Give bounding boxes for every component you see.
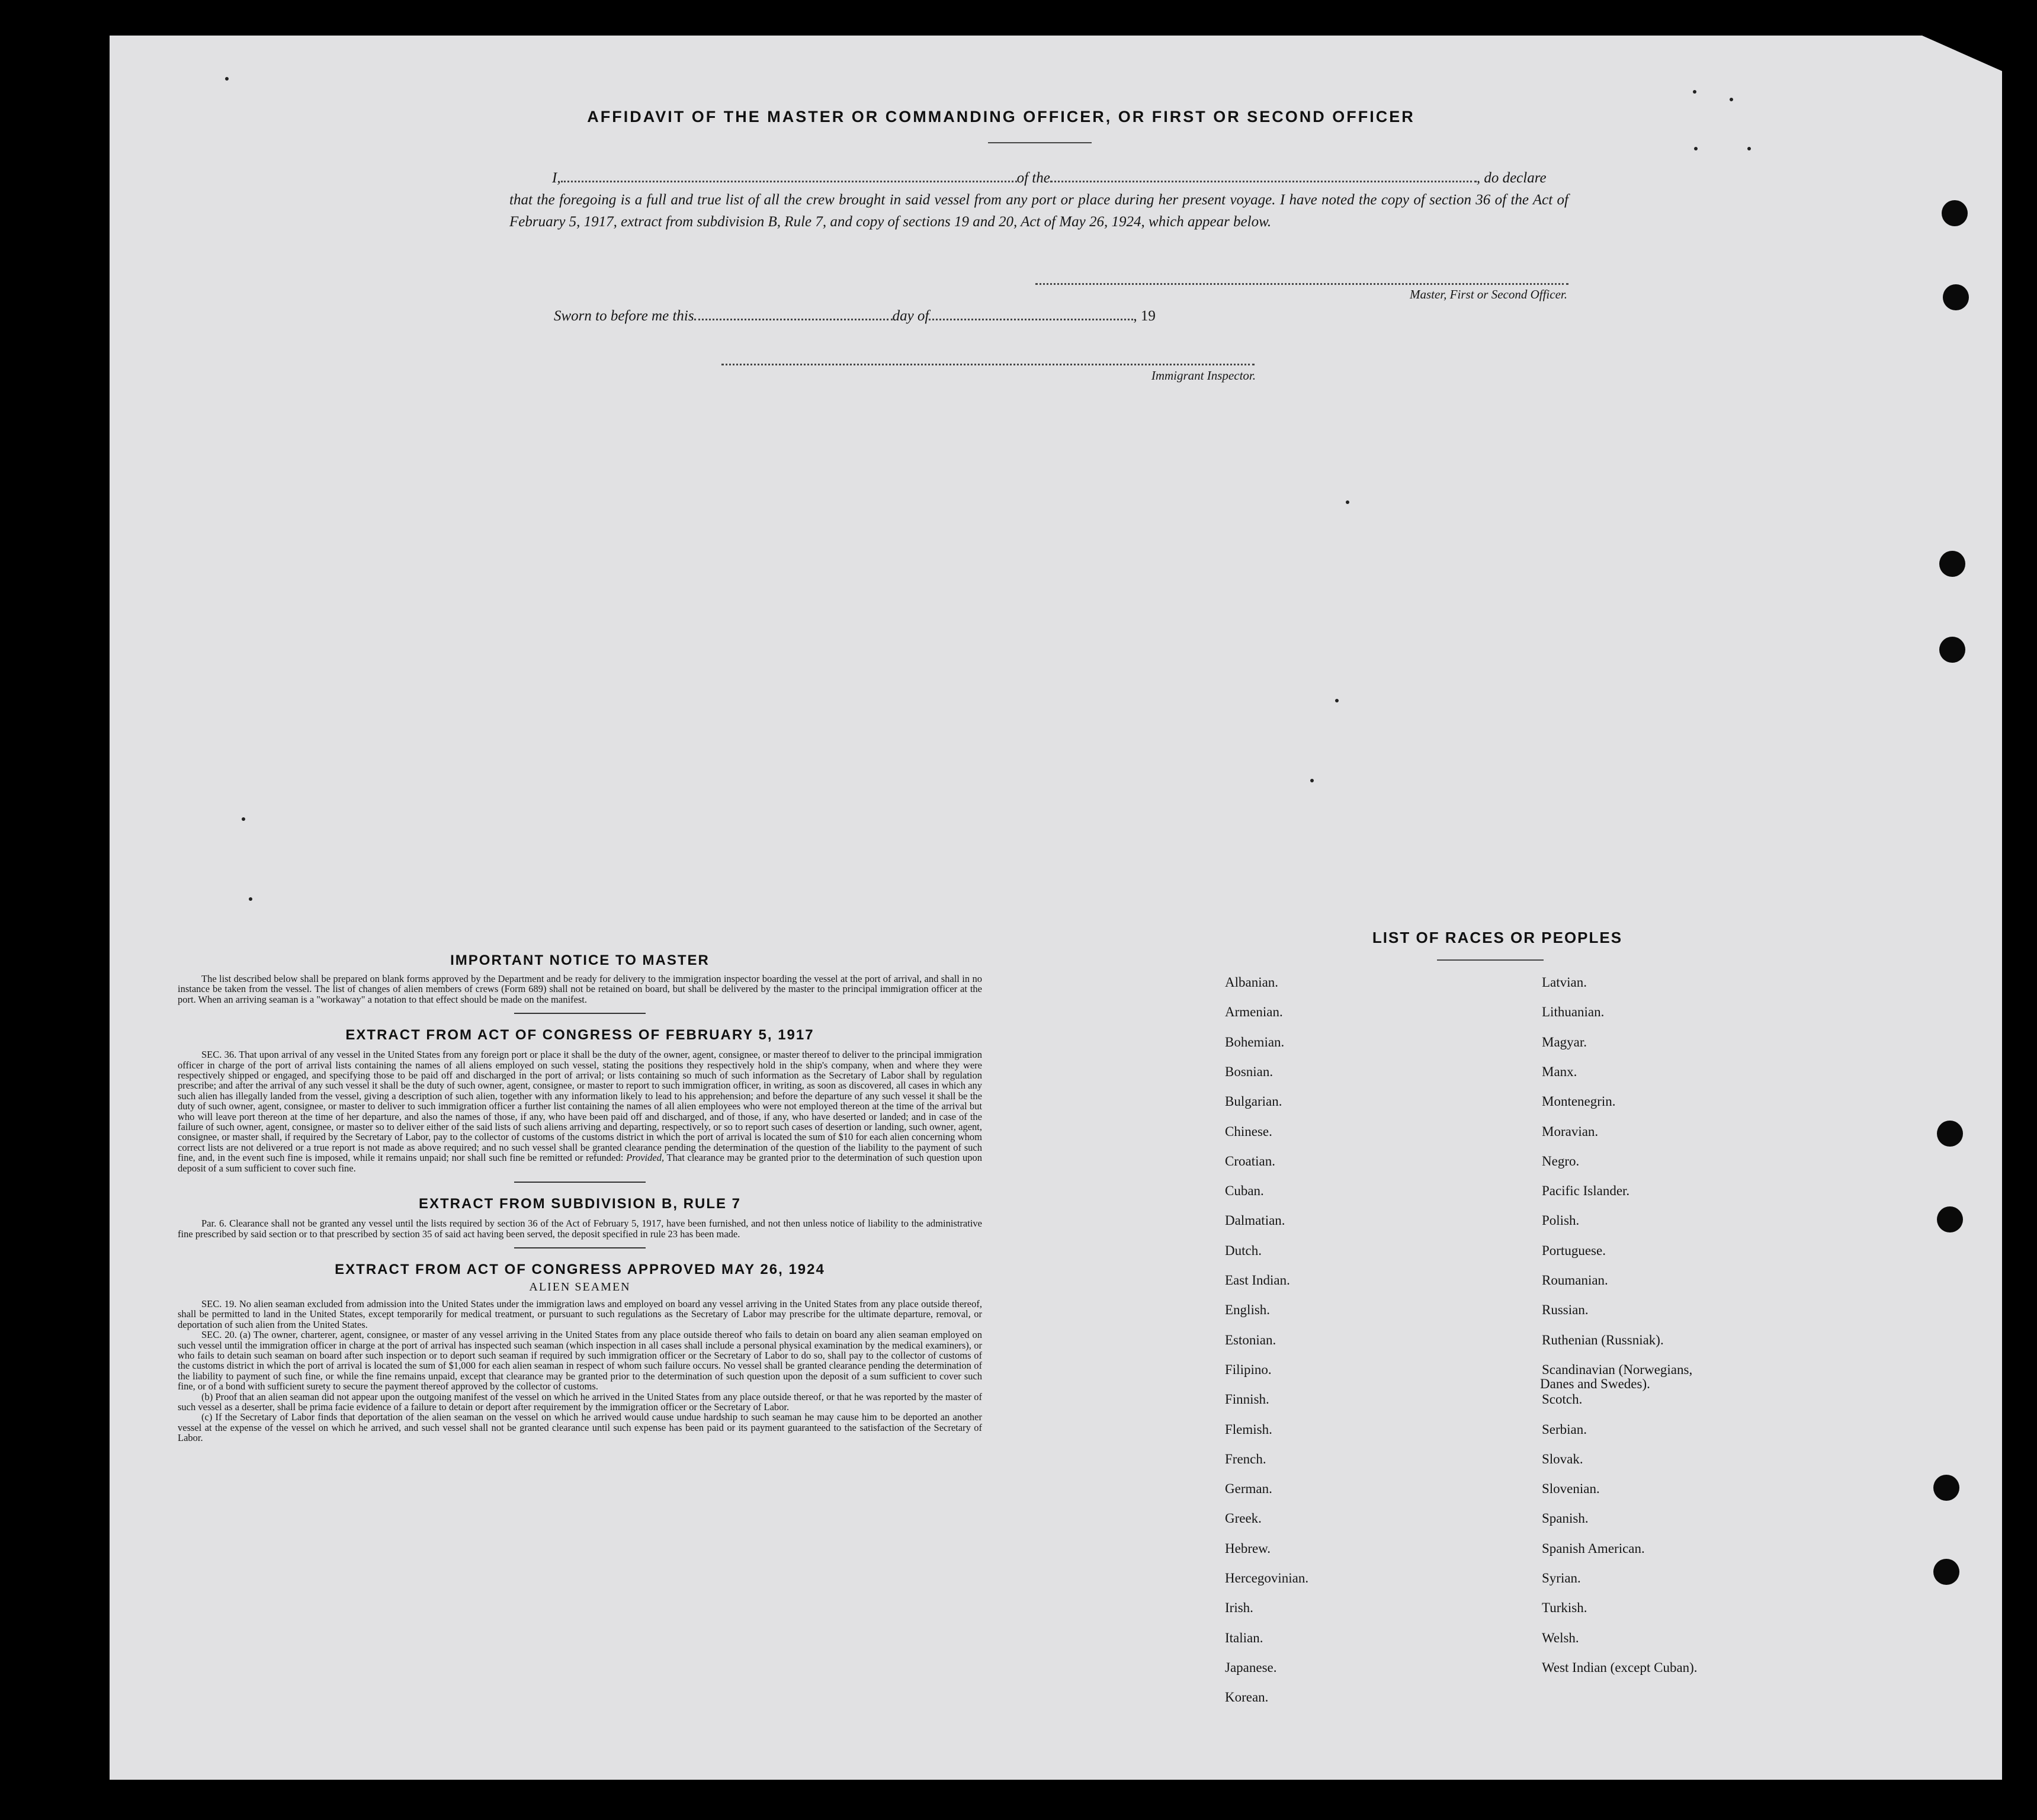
extract-1924-text [178,1299,982,1443]
race-item: Spanish American. [1542,1540,1645,1556]
sec36-end: That clearance may be granted prior to the determination of such question upon deposit of a sum sufficient to cover such fine. [178,1152,983,1174]
race-item: Armenian. [1225,1004,1283,1020]
divider [514,1247,646,1248]
speck [1694,147,1698,150]
races-title: LIST OF RACES OR PEOPLES [1372,929,1623,946]
affidavit-declare: , do declare [1476,170,1547,186]
punch-hole [1939,551,1965,577]
race-item: Manx. [1542,1064,1577,1079]
race-item: Moravian. [1542,1124,1599,1139]
race-item: Spanish. [1542,1511,1589,1526]
notice-title: IMPORTANT NOTICE TO MASTER [450,952,710,968]
race-item: Estonian. [1225,1332,1276,1347]
race-item: Danes and Swedes). [1540,1376,1650,1391]
inspector-signature-line[interactable] [721,364,1255,365]
race-item: Irish. [1225,1600,1253,1616]
sec20a-paragraph [178,1330,982,1391]
extract-1917-text [178,1049,982,1173]
race-item: Cuban. [1225,1183,1264,1199]
speck [1335,699,1339,702]
master-signature-line[interactable] [1035,283,1568,285]
race-item: Scotch. [1542,1392,1583,1407]
race-item: English. [1225,1302,1271,1318]
race-item: Pacific Islander. [1542,1183,1630,1199]
sec36-body: That upon arrival of any vessel in the United States from any foreign port or place it shall be the duty of the owner, agent, consignee, or master thereof to deliver to the principal immigration officer in charge of the port of arrival lists containing the names of all aliens employed on such vessel, stating the positions they respectively hold in the ship's company, when and where they were respectively shipped or engaged, and specifying those to be paid off and discharged in the port of arrival; or lists containing so much of such information as the Secretary of Labor shall by regulation prescribe; and after the arrival of any such vessel it shall be the duty of such owner, agent, consignee, or master to report to such immigration officer, in writing, as soon as discovered, all cases in which any such alien has illegally landed from the vessel, giving a description of such alien, together with any information likely to lead to his apprehension; and before the departure of any such vessel it shall be the duty of such owner, agent, consignee, or master to deliver to such immigration officer a further list containing the names of all alien employees who were not employed thereon at the time of the arrival but who will leave port thereon at the time of her departure, and also the names of those, if any, who have been paid off and discharged, and of those, if any, who have deserted or landed; and in case of the failure of such owner, agent, consignee, or master so to deliver either of the said lists of such aliens arriving and departing, respectively, or so to report such cases of desertion or landing, such owner, agent, consignee, or master shall, if required by the Secretary of Labor, pay to the collector of customs of the customs district in which the port of arrival is located the sum of $10 for each alien concerning whom correct lists are not delivered or a true report is not made as above required; and no such vessel shall be granted clearance pending the determination of the question of the liability to the payment of such fine, and, in the event such fine is imposed, while it remains unpaid; nor shall such fine be remitted or refunded: [178,1049,982,1164]
affidavit-title: AFFIDAVIT OF THE MASTER OR COMMANDING OFFICER, OR FIRST OR SECOND OFFICER [587,108,1415,126]
race-item: Dalmatian. [1225,1213,1285,1228]
notice-text [178,974,982,1004]
race-item: Italian. [1225,1630,1263,1645]
master-label: Master, First or Second Officer. [1410,287,1567,301]
race-item: Slovak. [1542,1451,1583,1466]
punch-hole [1933,1475,1959,1501]
race-item: Portuguese. [1542,1243,1606,1258]
punch-hole [1933,1559,1959,1585]
punch-hole [1939,637,1965,663]
race-item: Serbian. [1542,1421,1587,1437]
race-item: Croatian. [1225,1153,1275,1169]
notice-paragraph: The list described below shall be prepared on blank forms approved by the Department and be ready for delivery to the immigration inspector boarding the vessel at the port of arrival, and shall in no instance be taken from the vessel. The list of changes of alien members of crews (Form 689) shall not be retained on board, but shall be delivered by the master to the principal immigration officer at the port. When an arriving seaman is a "workaway" a notation to that effect should be made on the manifest. [178,973,982,1005]
extract-1924-title: EXTRACT FROM ACT OF CONGRESS APPROVED MAY 26, 1924 [335,1261,825,1277]
rule7-body: Clearance shall not be granted any vessel until the lists required by section 36 of the Act of February 5, 1917, have been furnished, and not then unless notice of liability to the administrative fine prescribed by said section or to that prescribed by section 35 of said act having been served, the deposit specified in rule 23 has been made. [178,1218,982,1240]
race-item: Scandinavian (Norwegians, [1542,1362,1693,1377]
par6-label: Par. 6. [201,1218,227,1230]
sec20c-paragraph: (c) If the Secretary of Labor finds that deportation of the alien seaman on the vessel on which he arrived would cause undue hardship to such seaman he may cause him to be deported an another vessel at the expense of the vessel on which he arrived, and such vessel shall not be granted clearance until such expense has been paid or its payment guaranteed to the satisfaction of the Secretary of Labor. [178,1411,982,1444]
day-of-label: day of [892,308,929,324]
sworn-label: Sworn to before me this [554,308,694,324]
race-item: Korean. [1225,1690,1269,1705]
affidavit-i: I, [552,170,561,186]
rule7-title: EXTRACT FROM SUBDIVISION B, RULE 7 [418,1196,742,1212]
affidavit-body: that the foregoing is a full and true list of all the crew brought in said vessel from any port or place during her present voyage. I have noted the copy of section 36 of the Act of February 5, 1917, extract from subdivision B, Rule 7, and copy of sections 19 and 20, Act of May 26, 1924, which appear below. [509,192,1568,230]
race-item: French. [1225,1451,1266,1466]
race-item: Filipino. [1225,1362,1272,1377]
race-item: Finnish. [1225,1392,1269,1407]
race-item: Bulgarian. [1225,1094,1282,1109]
race-item: Turkish. [1542,1600,1587,1616]
race-item: Greek. [1225,1511,1262,1526]
sworn-month-field[interactable] [929,319,1133,320]
race-item: Hercegovinian. [1225,1571,1309,1585]
notices-column [178,952,982,1443]
races-underline [1437,959,1544,961]
punch-hole [1937,1206,1963,1232]
race-item: Magyar. [1542,1034,1587,1049]
race-item: Russian. [1542,1302,1589,1318]
name-field[interactable] [561,181,1017,182]
affidavit-of-the: of the [1016,170,1050,186]
sec36-label: SEC. 36. [201,1049,237,1061]
speck [249,897,252,901]
race-item: Polish. [1542,1213,1580,1228]
divider [514,1182,646,1183]
race-item: Hebrew. [1225,1540,1271,1556]
divider [514,1013,646,1014]
race-item: Montenegrin. [1542,1094,1616,1109]
punch-hole [1942,200,1968,226]
sec19-body: No alien seaman excluded from admission into the United States under the immigration laws and employed on board any vessel arriving in the United States from any place outside thereof, shall be permitted to land in the United States, except temporarily for medical treatment, or pursuant to such regulations as the Secretary of Labor may prescribe for the ultimate departure, removal, or deportation of such alien from the United States. [178,1298,982,1330]
speck [1693,90,1696,94]
extract-1917-title: EXTRACT FROM ACT OF CONGRESS OF FEBRUARY 5, 1917 [345,1027,814,1044]
race-item: Lithuanian. [1542,1004,1605,1020]
speck [1747,147,1751,150]
speck [1346,500,1349,504]
race-item: Latvian. [1542,975,1587,990]
race-item: Dutch. [1225,1243,1262,1258]
race-item: Bosnian. [1225,1064,1273,1079]
punch-hole [1937,1121,1963,1147]
race-item: East Indian. [1225,1273,1290,1288]
sec20a-body: (a) The owner, charterer, agent, consignee, or master of any vessel arriving in the United States from any place outside thereof who fails to detain on board any alien seaman employed on such vessel until the immigration officer in charge at the port of arrival has inspected such seaman (which inspection in all cases shall include a personal physical examination by the medical examiners), or who fails to detain such seaman on board after such inspection or to deport such seaman if required by such immigration officer or the Secretary of Labor to do so, shall pay to the collector of customs of the customs district in which the port of arrival is located the sum of $1,000 for each alien seaman in respect of whom such failure occurs. No vessel shall be granted clearance pending the determination of the liability to payment of such fine, or while the fine remains unpaid, except that clearance may be granted prior to the determination of such question upon the deposit of a sum sufficient to cover such fine, or of a bond with sufficient surety to secure the payment thereof approved by the collector of customs. [178,1329,982,1392]
race-item: Negro. [1542,1153,1580,1169]
speck [1310,779,1314,782]
race-item: Slovenian. [1542,1481,1600,1497]
race-item: Syrian. [1542,1571,1581,1585]
sec36-paragraph [178,1049,982,1173]
race-item: Flemish. [1225,1421,1272,1437]
punch-hole [1943,284,1969,310]
sworn-line [554,308,1156,325]
race-item: Welsh. [1542,1630,1579,1645]
year-prefix: , 19 [1133,308,1156,324]
race-item: West Indian (except Cuban). [1542,1659,1698,1675]
provided-word: Provided, [626,1152,665,1164]
race-item: Chinese. [1225,1124,1272,1139]
sec20b-paragraph: (b) Proof that an alien seaman did not appear upon the outgoing manifest of the vessel on which he arrived in the United States from any place outside thereof, or that he was reported by the master of such vessel as a deserter, shall be prima facie evidence of a failure to detain or deport after requirement by the immigration officer or the Secretary of Labor. [178,1391,982,1413]
alien-seamen-subtitle: ALIEN SEAMEN [529,1280,631,1293]
affidavit-declaration [509,167,1568,233]
race-item: Japanese. [1225,1659,1277,1675]
race-item: Ruthenian (Russniak). [1542,1332,1664,1347]
vessel-field[interactable] [1050,181,1477,182]
rule7-text [178,1218,982,1239]
sec19-label: SEC. 19. [201,1298,237,1309]
race-item: Albanian. [1225,975,1279,990]
race-item: German. [1225,1481,1272,1497]
race-item: Roumanian. [1542,1273,1608,1288]
speck [1730,98,1733,101]
rule7-paragraph [178,1218,982,1239]
sec19-paragraph [178,1299,982,1330]
speck [225,77,229,81]
sec20-label: SEC. 20. [201,1329,237,1341]
speck [242,817,245,821]
sworn-day-field[interactable] [694,319,893,320]
title-underline [988,142,1092,143]
inspector-label: Immigrant Inspector. [1151,368,1256,383]
race-item: Bohemian. [1225,1034,1285,1049]
